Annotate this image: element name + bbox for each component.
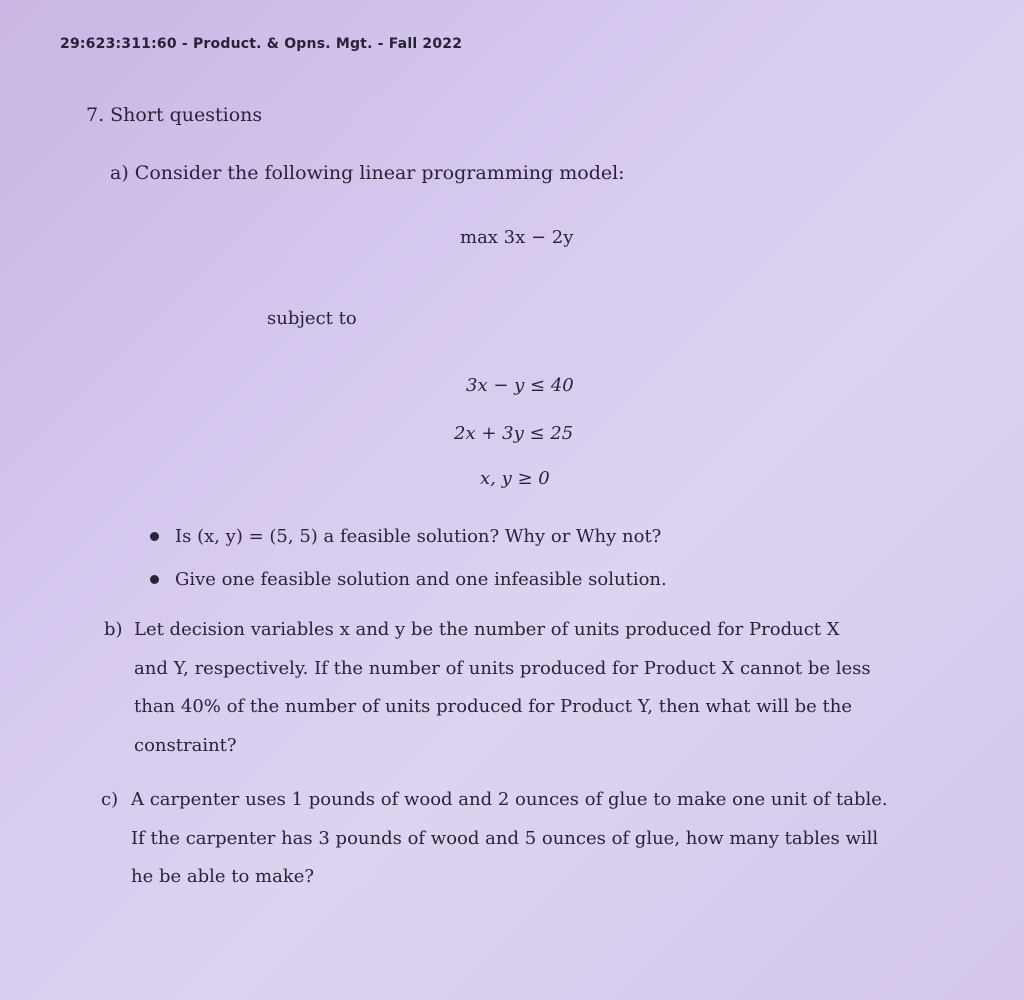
part-b-line: than 40% of the number of units produced for Product Y, then what will be the [134,696,852,717]
part-c-line: he be able to make? [131,866,315,887]
part-a-intro: a) Consider the following linear programming model: [110,162,625,184]
question-title: 7. Short questions [86,104,263,126]
bullet-icon [150,575,159,584]
part-b-line: and Y, respectively. If the number of units produced for Product X cannot be less [134,657,871,679]
course-header: 29:623:311:60 - Product. & Opns. Mgt. - Fall 2022 [60,36,463,52]
part-b-line: constraint? [134,734,237,756]
part-b-line: Let decision variables x and y be the number of units produced for Product X [134,619,840,640]
constraint-3: x, y ≥ 0 [480,468,550,489]
part-c-line: A carpenter uses 1 pounds of wood and 2 ounces of glue to make one unit of table. [131,789,888,810]
part-c-label: c) [101,789,119,810]
objective-function: max 3x − 2y [460,227,574,248]
part-c [101,781,921,897]
bullet-text: Give one feasible solution and one infeasible solution. [175,569,667,590]
bullet-item [150,569,667,590]
constraint-2: 2x + 3y ≤ 25 [454,423,574,444]
bullet-icon [150,532,159,541]
part-c-line: If the carpenter has 3 pounds of wood and 5 ounces of glue, how many tables will [131,827,879,849]
bullet-text: Is (x, y) = (5, 5) a feasible solution? Why or Why not? [175,526,662,547]
part-b-label: b) [104,619,123,640]
bullet-item [150,526,661,547]
constraint-1: 3x − y ≤ 40 [466,375,574,396]
subject-to-label: subject to [267,308,357,329]
part-b [104,611,924,765]
